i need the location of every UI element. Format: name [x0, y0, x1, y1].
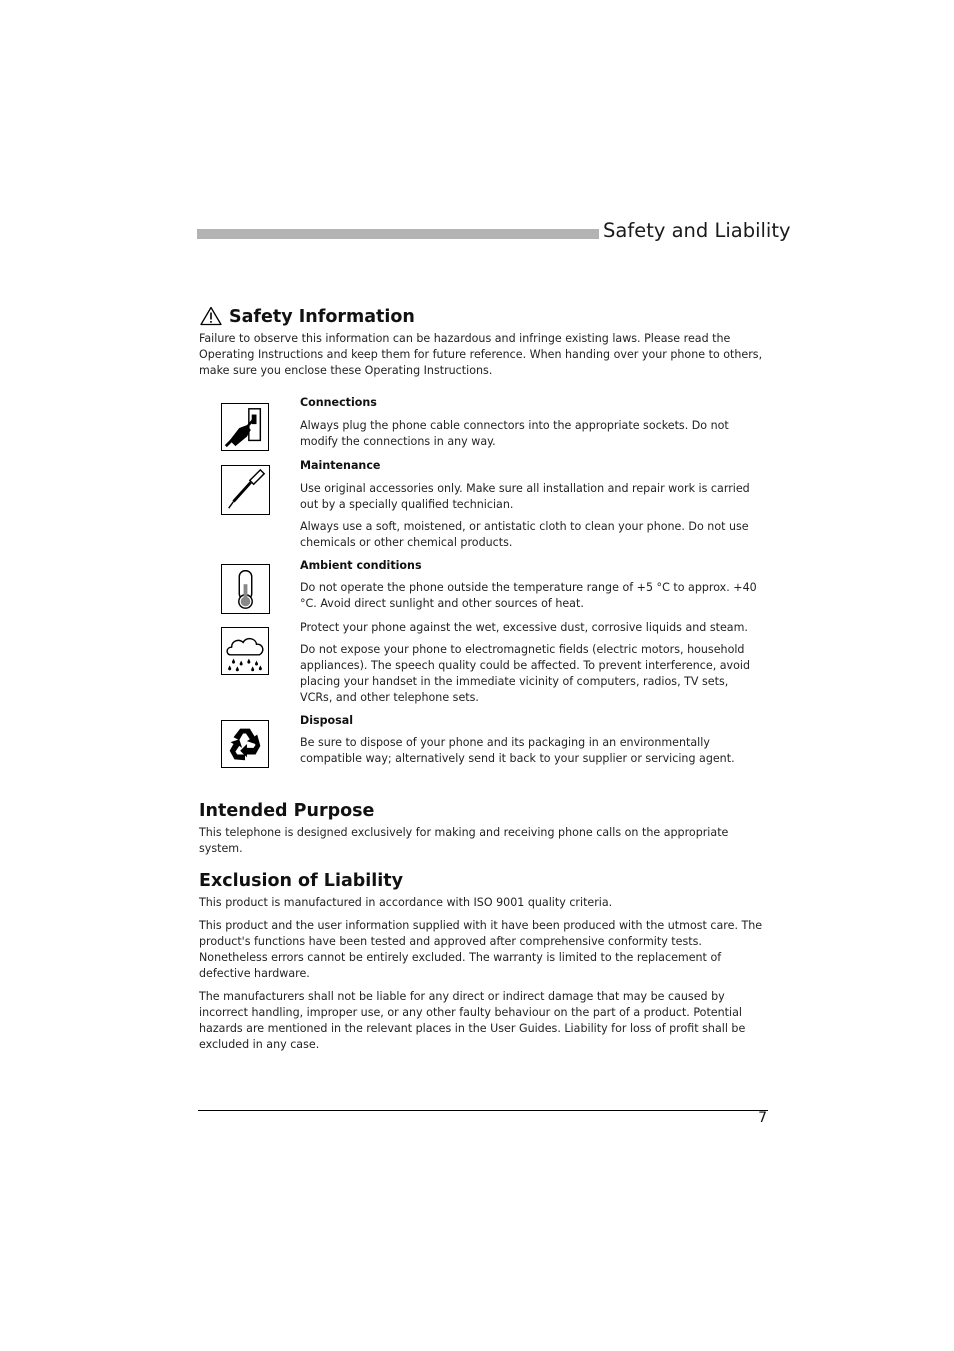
ambient-text-2: Protect your phone against the wet, excessive dust, corrosive liquids and steam. — [300, 621, 748, 634]
ambient-heading: Ambient conditions — [300, 559, 422, 572]
disposal-text: Be sure to dispose of your phone and its packaging in an environmentally compatible way; alternatively send it back to your supplier or servicing agent. — [300, 736, 735, 765]
page-header-title: Safety and Liability — [603, 219, 791, 242]
connections-heading: Connections — [300, 396, 377, 409]
ambient-text-3: Do not expose your phone to electromagnetic fields (electric motors, household appliances). The speech quality could be affected. To prevent interference, avoid placing your handset in the immediate vicinity of computers, radios, TV sets, VCRs, and other telephone sets. — [300, 643, 751, 704]
liability-text-3: The manufacturers shall not be liable for any direct or indirect damage that may be caused by incorrect handling, improper use, or any other faulty behaviour on the part of a product. Potential hazards are mentioned in the relevant places in the User Guides. Liability for loss of profit shall be excluded in any case. — [199, 990, 746, 1051]
intended-purpose-text: This telephone is designed exclusively for making and receiving phone calls on the appropriate system. — [199, 826, 729, 855]
recycle-icon — [221, 720, 269, 768]
connections-text: Always plug the phone cable connectors into the appropriate sockets. Do not modify the connections in any way. — [300, 419, 729, 448]
intended-purpose-title: Intended Purpose — [199, 801, 375, 821]
plug-socket-icon — [221, 403, 269, 451]
thermometer-icon — [221, 564, 270, 614]
screwdriver-icon — [221, 465, 270, 515]
rain-cloud-icon — [221, 627, 269, 675]
maintenance-heading: Maintenance — [300, 459, 381, 472]
safety-section-title: Safety Information — [229, 307, 415, 327]
header-bar — [197, 229, 599, 239]
ambient-text-1: Do not operate the phone outside the temperature range of +5 °C to approx. +40 °C. Avoid direct sunlight and other sources of heat. — [300, 581, 757, 610]
liability-title: Exclusion of Liability — [199, 871, 404, 891]
disposal-heading: Disposal — [300, 714, 354, 727]
page-number: 7 — [758, 1110, 767, 1126]
maintenance-text-1: Use original accessories only. Make sure all installation and repair work is carried out by a specially qualified technician. — [300, 482, 750, 511]
footer-rule — [198, 1110, 768, 1111]
maintenance-text-2: Always use a soft, moistened, or antistatic cloth to clean your phone. Do not use chemicals or other chemical products. — [300, 520, 749, 549]
warning-icon — [200, 306, 222, 330]
liability-text-2: This product and the user information supplied with it have been produced with the utmost care. The product's functions have been tested and approved after comprehensive conformity tests. Nonetheless errors cannot be entirely excluded. The warranty is limited to the replacement of defective hardware. — [199, 919, 763, 980]
liability-text-1: This product is manufactured in accordance with ISO 9001 quality criteria. — [199, 896, 613, 909]
safety-intro-text: Failure to observe this information can be hazardous and infringe existing laws. Please read the Operating Instructions and keep them for future reference. When handing over your phone to others, make sure you enclose these Operating Instructions. — [199, 332, 763, 377]
